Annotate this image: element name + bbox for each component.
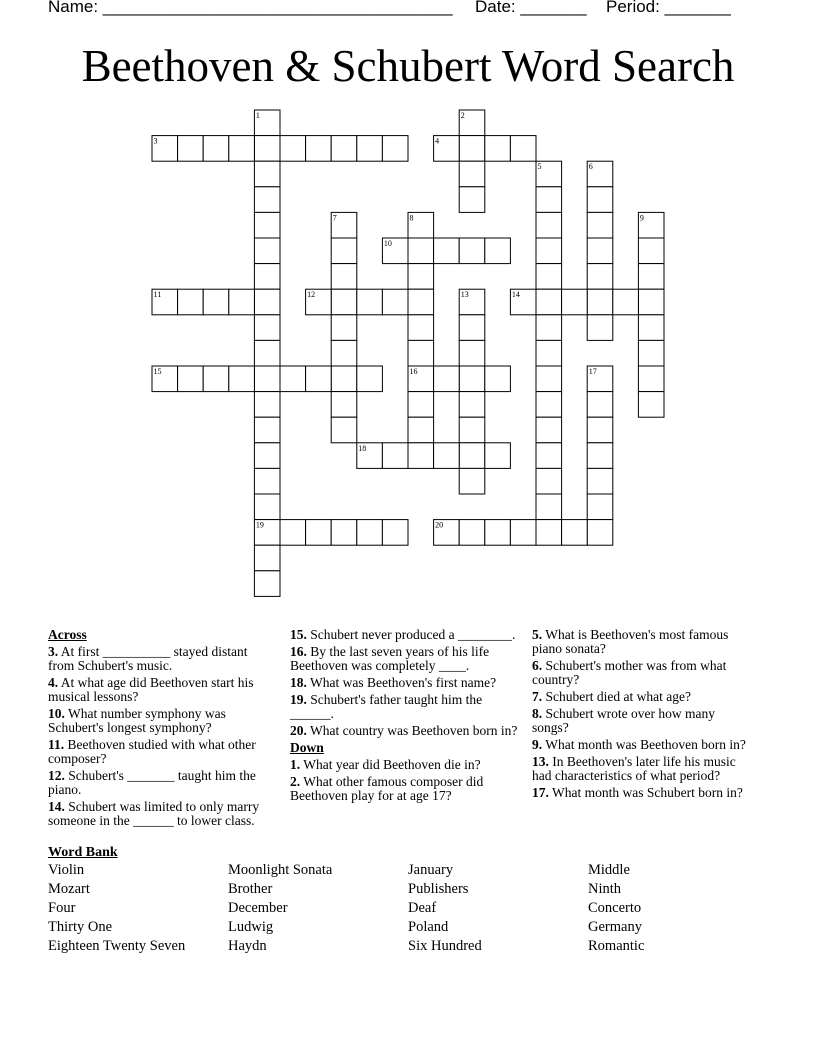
grid-cell[interactable] bbox=[459, 417, 485, 443]
grid-cell[interactable] bbox=[254, 289, 280, 315]
cell-number: 6 bbox=[588, 162, 593, 172]
grid-cell[interactable] bbox=[638, 366, 664, 392]
grid-cell[interactable] bbox=[536, 417, 562, 443]
grid-cell[interactable] bbox=[408, 315, 434, 341]
cell-number: 7 bbox=[332, 213, 337, 223]
clues-column-1 bbox=[48, 628, 276, 831]
cell-number: 12 bbox=[307, 290, 316, 300]
clue-item bbox=[48, 800, 276, 828]
grid-cell[interactable] bbox=[357, 289, 383, 315]
clue-number: 12. bbox=[48, 768, 65, 783]
grid-cell[interactable] bbox=[536, 494, 562, 520]
grid-cell[interactable] bbox=[280, 366, 306, 392]
grid-cell[interactable] bbox=[536, 468, 562, 494]
clue-item bbox=[532, 755, 754, 783]
grid-cell[interactable] bbox=[510, 520, 536, 546]
grid-cell[interactable] bbox=[331, 340, 357, 366]
grid-cell[interactable] bbox=[613, 289, 639, 315]
grid-cell[interactable] bbox=[254, 187, 280, 213]
clues-column-2 bbox=[290, 628, 520, 806]
cell-number: 13 bbox=[460, 290, 469, 300]
grid-cell[interactable] bbox=[587, 520, 613, 546]
word-bank-entry: Concerto bbox=[588, 900, 642, 916]
clue-item bbox=[532, 690, 754, 704]
clue-number: 7. bbox=[532, 689, 543, 704]
grid-cell[interactable] bbox=[459, 136, 485, 162]
clue-text: Schubert's mother was from what country? bbox=[532, 658, 727, 687]
grid-cell[interactable] bbox=[536, 520, 562, 546]
grid-cell[interactable] bbox=[587, 315, 613, 341]
clue-item bbox=[290, 758, 520, 772]
clue-item bbox=[48, 707, 276, 735]
grid-cell[interactable] bbox=[536, 392, 562, 418]
grid-cell[interactable] bbox=[485, 136, 511, 162]
cell-number: 2 bbox=[460, 111, 465, 120]
grid-cell[interactable] bbox=[306, 520, 332, 546]
grid-cell[interactable] bbox=[587, 187, 613, 213]
grid-cell[interactable] bbox=[331, 417, 357, 443]
clue-number: 6. bbox=[532, 658, 543, 673]
clue-item bbox=[48, 676, 276, 704]
clue-item bbox=[532, 738, 754, 752]
grid-cell[interactable] bbox=[638, 392, 664, 418]
grid-cell[interactable] bbox=[536, 264, 562, 290]
grid-cell[interactable] bbox=[229, 366, 255, 392]
grid-cell[interactable] bbox=[254, 238, 280, 264]
clue-item bbox=[290, 775, 520, 803]
grid-cell[interactable] bbox=[638, 315, 664, 341]
clue-item bbox=[48, 769, 276, 797]
grid-cell[interactable] bbox=[357, 520, 383, 546]
clue-text: Schubert wrote over how many songs? bbox=[532, 706, 715, 735]
word-bank-entry: Mozart bbox=[48, 881, 90, 897]
grid-cell[interactable] bbox=[536, 315, 562, 341]
clue-item bbox=[290, 693, 520, 721]
clue-number: 19. bbox=[290, 692, 307, 707]
grid-cell[interactable] bbox=[203, 289, 229, 315]
cell-number: 16 bbox=[409, 367, 418, 376]
clue-item bbox=[290, 628, 520, 642]
clue-text: Schubert's father taught him the ______. bbox=[290, 692, 483, 721]
grid-cell[interactable] bbox=[408, 340, 434, 366]
grid-cell[interactable] bbox=[382, 136, 408, 162]
grid-cell[interactable] bbox=[254, 136, 280, 162]
cell-number: 14 bbox=[511, 290, 520, 300]
grid-cell[interactable] bbox=[254, 212, 280, 238]
clue-item bbox=[290, 645, 520, 673]
grid-cell[interactable] bbox=[459, 468, 485, 494]
grid-cell[interactable] bbox=[382, 289, 408, 315]
grid-cell[interactable] bbox=[536, 443, 562, 469]
cell-number: 8 bbox=[409, 213, 414, 223]
grid-cell[interactable] bbox=[203, 136, 229, 162]
clue-text: Schubert died at what age? bbox=[542, 689, 691, 704]
grid-cell[interactable] bbox=[510, 136, 536, 162]
grid-cell[interactable] bbox=[331, 392, 357, 418]
grid-cell[interactable] bbox=[536, 212, 562, 238]
word-bank-entry: Germany bbox=[588, 919, 642, 935]
grid-cell[interactable] bbox=[536, 187, 562, 213]
clue-text: What month was Beethoven born in? bbox=[542, 737, 746, 752]
grid-cell[interactable] bbox=[280, 520, 306, 546]
grid-cell[interactable] bbox=[331, 520, 357, 546]
grid-cell[interactable] bbox=[178, 366, 204, 392]
clue-text: What other famous composer did Beethoven play for at age 17? bbox=[290, 774, 484, 803]
grid-cell[interactable] bbox=[459, 161, 485, 187]
word-bank-entry: Romantic bbox=[588, 938, 645, 954]
grid-cell[interactable] bbox=[459, 315, 485, 341]
page-title: Beethoven & Schubert Word Search bbox=[81, 41, 735, 91]
name-field[interactable]: Name: _____________________________________ bbox=[48, 0, 453, 16]
clue-item bbox=[290, 724, 520, 738]
grid-cell[interactable] bbox=[254, 545, 280, 571]
clue-text: Beethoven studied with what other composer? bbox=[48, 737, 256, 766]
grid-cell[interactable] bbox=[485, 520, 511, 546]
clue-text: Schubert was limited to only marry someone in the ______ to lower class. bbox=[48, 799, 260, 828]
down-clue-list bbox=[290, 758, 520, 803]
clue-number: 18. bbox=[290, 675, 307, 690]
word-bank-entry: Poland bbox=[408, 919, 449, 935]
clue-number: 8. bbox=[532, 706, 543, 721]
cell-number: 19 bbox=[255, 520, 264, 530]
clue-number: 2. bbox=[290, 774, 301, 789]
grid-cell[interactable] bbox=[306, 366, 332, 392]
grid-cell[interactable] bbox=[434, 238, 460, 264]
clue-number: 16. bbox=[290, 644, 307, 659]
word-bank-entry: Moonlight Sonata bbox=[228, 862, 333, 878]
cell-number: 20 bbox=[435, 520, 444, 530]
grid-cell[interactable] bbox=[229, 136, 255, 162]
clue-number: 10. bbox=[48, 706, 65, 721]
word-bank-entry: Eighteen Twenty Seven bbox=[48, 938, 186, 954]
clue-text: What is Beethoven's most famous piano sonata? bbox=[532, 627, 729, 656]
cell-number: 9 bbox=[639, 213, 644, 223]
grid-cell[interactable] bbox=[408, 264, 434, 290]
cell-number: 11 bbox=[153, 290, 162, 300]
word-bank bbox=[48, 862, 768, 957]
across-clue-list bbox=[48, 645, 276, 828]
word-bank-entry: Six Hundred bbox=[408, 938, 482, 954]
clue-number: 15. bbox=[290, 627, 307, 642]
grid-cell[interactable] bbox=[357, 136, 383, 162]
grid-cell[interactable] bbox=[587, 289, 613, 315]
cell-number: 18 bbox=[358, 443, 367, 453]
clue-text: In Beethoven's later life his music had characteristics of what period? bbox=[532, 754, 736, 783]
down-heading: Down bbox=[290, 740, 324, 755]
grid-cell[interactable] bbox=[203, 366, 229, 392]
date-field[interactable]: Date: _______ bbox=[475, 0, 587, 16]
grid-cell[interactable] bbox=[638, 340, 664, 366]
clue-number: 11. bbox=[48, 737, 65, 752]
grid-cell[interactable] bbox=[536, 366, 562, 392]
cell-number: 15 bbox=[153, 367, 162, 376]
clue-number: 14. bbox=[48, 799, 65, 814]
grid-cell[interactable] bbox=[254, 340, 280, 366]
word-bank-entry: Ninth bbox=[588, 881, 622, 897]
grid-cell[interactable] bbox=[459, 238, 485, 264]
grid-cell[interactable] bbox=[638, 238, 664, 264]
clue-item bbox=[48, 645, 276, 673]
grid-cell[interactable] bbox=[587, 392, 613, 418]
grid-cell[interactable] bbox=[382, 520, 408, 546]
grid-cell[interactable] bbox=[254, 494, 280, 520]
period-field[interactable]: Period: _______ bbox=[606, 0, 731, 16]
grid-cell[interactable] bbox=[254, 161, 280, 187]
clue-item bbox=[48, 738, 276, 766]
grid-cell[interactable] bbox=[536, 340, 562, 366]
grid-cell[interactable] bbox=[254, 366, 280, 392]
cell-number: 5 bbox=[537, 162, 542, 172]
grid-cell[interactable] bbox=[178, 136, 204, 162]
grid-cell[interactable] bbox=[485, 443, 511, 469]
word-bank-entry: December bbox=[228, 900, 288, 916]
clues-column-3 bbox=[532, 628, 754, 803]
clue-text: What was Beethoven's first name? bbox=[306, 675, 497, 690]
across-clue-list-continued bbox=[290, 628, 520, 738]
grid-cell[interactable] bbox=[587, 443, 613, 469]
grid-cell[interactable] bbox=[254, 392, 280, 418]
grid-cell[interactable] bbox=[331, 264, 357, 290]
word-bank-entry: Thirty One bbox=[48, 919, 113, 935]
clue-number: 13. bbox=[532, 754, 549, 769]
clue-text: At what age did Beethoven start his musical lessons? bbox=[48, 675, 254, 704]
grid-cell[interactable] bbox=[638, 289, 664, 315]
cell-number: 3 bbox=[153, 136, 158, 146]
cell-number: 10 bbox=[383, 239, 392, 248]
word-bank-entry: Middle bbox=[588, 862, 630, 878]
clue-text: What country was Beethoven born in? bbox=[306, 723, 518, 738]
cell-number: 17 bbox=[588, 367, 597, 376]
grid-cell[interactable] bbox=[357, 366, 383, 392]
grid-cell[interactable] bbox=[536, 238, 562, 264]
grid-cell[interactable] bbox=[408, 417, 434, 443]
grid-cell[interactable] bbox=[254, 315, 280, 341]
clue-text: What month was Schubert born in? bbox=[548, 785, 743, 800]
grid-cell[interactable] bbox=[254, 417, 280, 443]
grid-cell[interactable] bbox=[562, 289, 588, 315]
grid-cell[interactable] bbox=[331, 315, 357, 341]
clue-item bbox=[532, 659, 754, 687]
clue-number: 17. bbox=[532, 785, 549, 800]
clue-number: 4. bbox=[48, 675, 59, 690]
clue-number: 1. bbox=[290, 757, 301, 772]
grid-cell[interactable] bbox=[638, 264, 664, 290]
grid-cell[interactable] bbox=[536, 289, 562, 315]
grid-cell[interactable] bbox=[254, 571, 280, 597]
grid-cell[interactable] bbox=[408, 443, 434, 469]
grid-cell[interactable] bbox=[434, 366, 460, 392]
grid-cell[interactable] bbox=[331, 238, 357, 264]
grid-cell[interactable] bbox=[459, 366, 485, 392]
grid-cell[interactable] bbox=[459, 392, 485, 418]
grid-cell[interactable] bbox=[254, 443, 280, 469]
word-bank-entry: Publishers bbox=[408, 881, 469, 897]
grid-cell[interactable] bbox=[562, 520, 588, 546]
grid-cell[interactable] bbox=[382, 443, 408, 469]
grid-cell[interactable] bbox=[254, 468, 280, 494]
grid-cell[interactable] bbox=[587, 238, 613, 264]
grid-cell[interactable] bbox=[408, 289, 434, 315]
grid-cell[interactable] bbox=[485, 238, 511, 264]
clue-text: Schubert's _______ taught him the piano. bbox=[48, 768, 256, 797]
word-bank-entry: January bbox=[408, 862, 454, 878]
word-bank-entry: Ludwig bbox=[228, 919, 274, 935]
grid-cell[interactable] bbox=[408, 392, 434, 418]
word-bank-entry: Violin bbox=[48, 862, 85, 878]
clue-number: 9. bbox=[532, 737, 543, 752]
grid-cell[interactable] bbox=[331, 136, 357, 162]
clue-number: 5. bbox=[532, 627, 543, 642]
grid-cell[interactable] bbox=[459, 340, 485, 366]
clue-item bbox=[290, 676, 520, 690]
grid-cell[interactable] bbox=[229, 289, 255, 315]
cell-number: 1 bbox=[255, 111, 260, 120]
grid-cell[interactable] bbox=[459, 187, 485, 213]
grid-cell[interactable] bbox=[459, 520, 485, 546]
word-bank-entry: Deaf bbox=[408, 900, 437, 916]
clue-text: What number symphony was Schubert's longest symphony? bbox=[48, 706, 226, 735]
grid-cell[interactable] bbox=[280, 136, 306, 162]
grid-cell[interactable] bbox=[434, 443, 460, 469]
grid-cell[interactable] bbox=[408, 238, 434, 264]
cell-number: 4 bbox=[435, 136, 440, 146]
clue-text: Schubert never produced a ________. bbox=[306, 627, 516, 642]
clue-text: By the last seven years of his life Beethoven was completely ____. bbox=[290, 644, 490, 673]
clue-text: What year did Beethoven die in? bbox=[300, 757, 481, 772]
clue-text: At first __________ stayed distant from Schubert's music. bbox=[48, 644, 248, 673]
clue-item bbox=[532, 707, 754, 735]
grid-cell[interactable] bbox=[587, 494, 613, 520]
grid-cell[interactable] bbox=[587, 264, 613, 290]
grid-cell[interactable] bbox=[459, 443, 485, 469]
word-bank-entry: Haydn bbox=[228, 938, 267, 954]
word-bank-entry: Four bbox=[48, 900, 76, 916]
grid-cell[interactable] bbox=[331, 289, 357, 315]
grid-cell[interactable] bbox=[178, 289, 204, 315]
word-bank-entry: Brother bbox=[228, 881, 273, 897]
clue-number: 20. bbox=[290, 723, 307, 738]
across-heading: Across bbox=[48, 627, 87, 642]
grid-cell[interactable] bbox=[587, 212, 613, 238]
grid-cell[interactable] bbox=[587, 417, 613, 443]
grid-cell[interactable] bbox=[485, 366, 511, 392]
word-bank-heading: Word Bank bbox=[48, 845, 118, 860]
clue-item bbox=[532, 786, 754, 800]
clue-item bbox=[532, 628, 754, 656]
grid-cell[interactable] bbox=[587, 468, 613, 494]
grid-cell[interactable] bbox=[254, 264, 280, 290]
down-clue-list-continued bbox=[532, 628, 754, 800]
clue-number: 3. bbox=[48, 644, 59, 659]
grid-cell[interactable] bbox=[331, 366, 357, 392]
grid-cell[interactable] bbox=[306, 136, 332, 162]
